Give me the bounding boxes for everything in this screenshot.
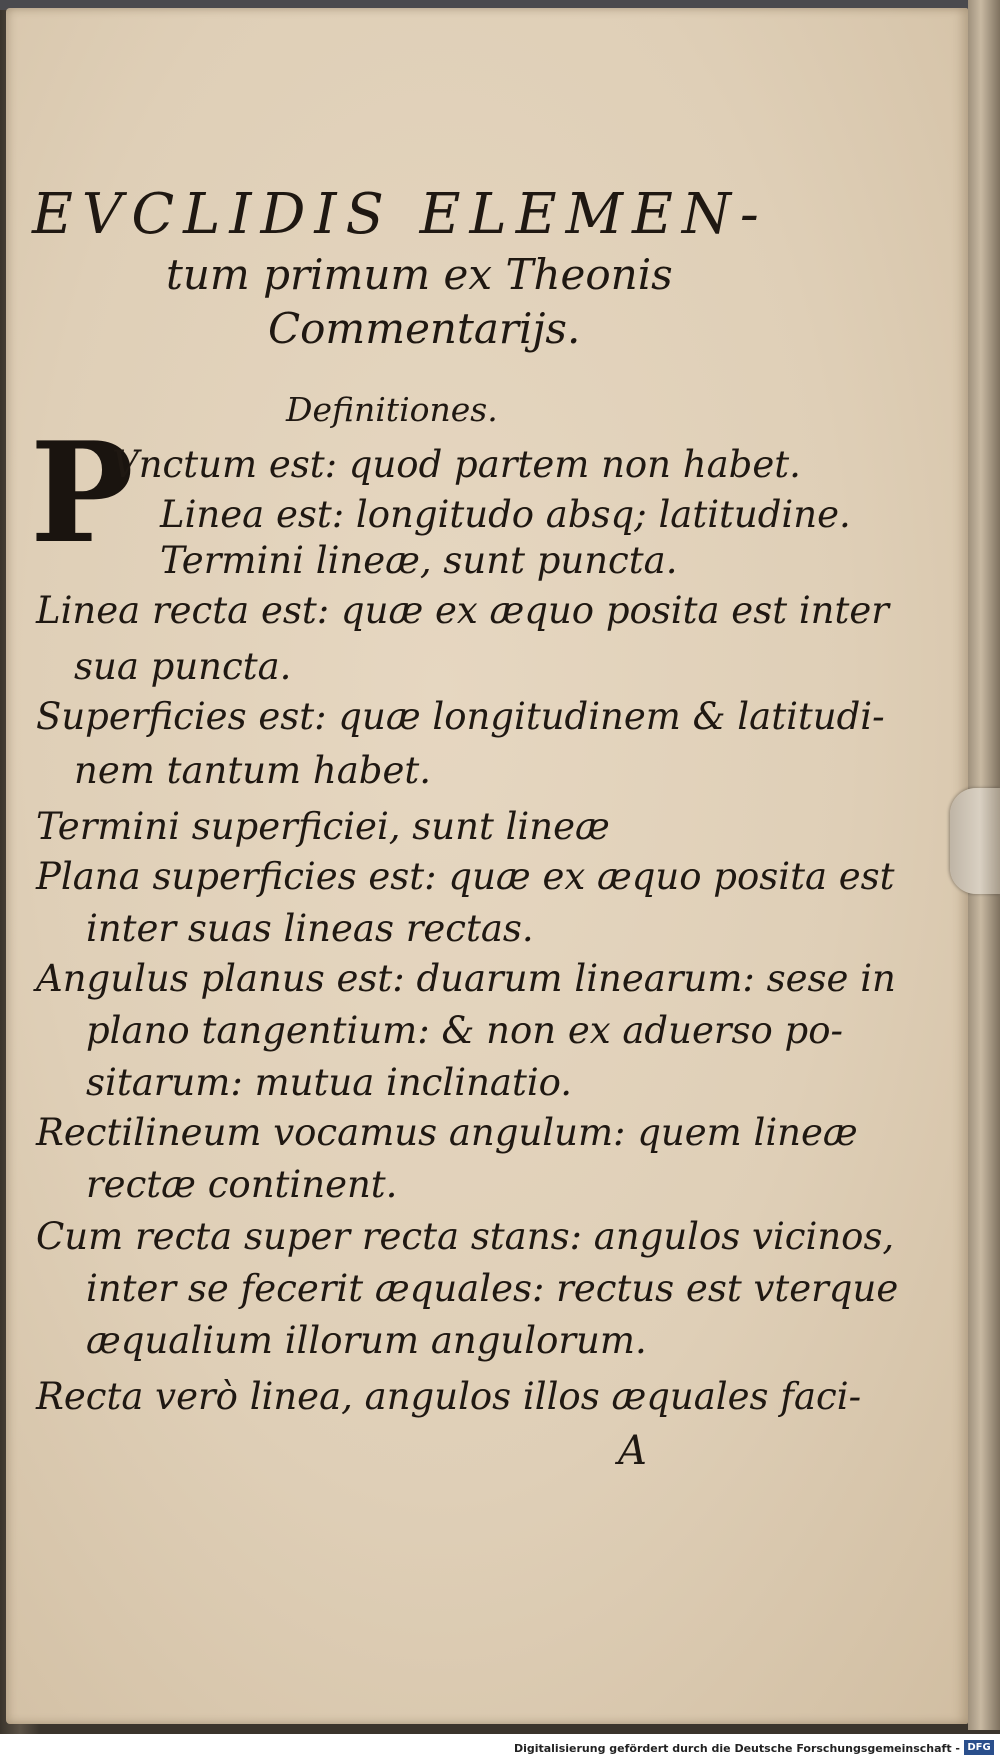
dfg-logo-icon: DFG	[964, 1740, 994, 1755]
catchword: A	[618, 1428, 647, 1474]
text-line: nem tantum habet.	[74, 749, 431, 792]
text-line: sitarum: mutua inclinatio.	[86, 1061, 573, 1104]
text-line: Recta verò linea, angulos illos æquales faci-	[36, 1375, 862, 1418]
page-clip-tab	[950, 788, 1000, 894]
drop-cap: P	[30, 411, 134, 574]
text-line: Angulus planus est: duarum linearum: sese in	[36, 957, 896, 1000]
text-line: Vnctum est: quod partem non habet.	[112, 443, 801, 486]
text-line: Termini superficiei, sunt lineæ	[36, 805, 610, 848]
book-subheading-2: Commentariјs.	[268, 304, 581, 353]
text-line: Plana superficies est: quæ ex æquo posita est	[36, 855, 895, 898]
text-line: rectæ continent.	[86, 1163, 398, 1206]
text-line: plano tangentium: & non ex aduerso po-	[86, 1009, 844, 1052]
text-line: Superficies est: quæ longitudinem & latitudi-	[36, 695, 885, 738]
text-line: sua puncta.	[74, 645, 292, 688]
text-line: Rectilineum vocamus angulum: quem lineæ	[36, 1111, 858, 1154]
text-line: Cum recta super recta stans: angulos vicinos,	[36, 1215, 895, 1258]
book-subheading-1: tum primum ex Theonis	[166, 250, 673, 299]
text-line: Linea est: longitudo absq; latitudine.	[160, 493, 851, 536]
text-line: inter se fecerit æquales: rectus est vterque	[86, 1267, 899, 1310]
footer-credit: Digitalisierung gefördert durch die Deutsche Forschungsgemeinschaft -	[513, 1742, 960, 1755]
book-heading: EVCLIDIS ELEMEN-	[32, 182, 768, 247]
section-title: Definitiones.	[286, 390, 498, 429]
text-line: inter suas lineas rectas.	[86, 907, 534, 950]
text-line: æqualium illorum angulorum.	[86, 1319, 647, 1362]
text-line: Linea recta est: quæ ex æquo posita est inter	[36, 589, 889, 632]
text-line: Termini lineæ, sunt puncta.	[160, 539, 678, 582]
